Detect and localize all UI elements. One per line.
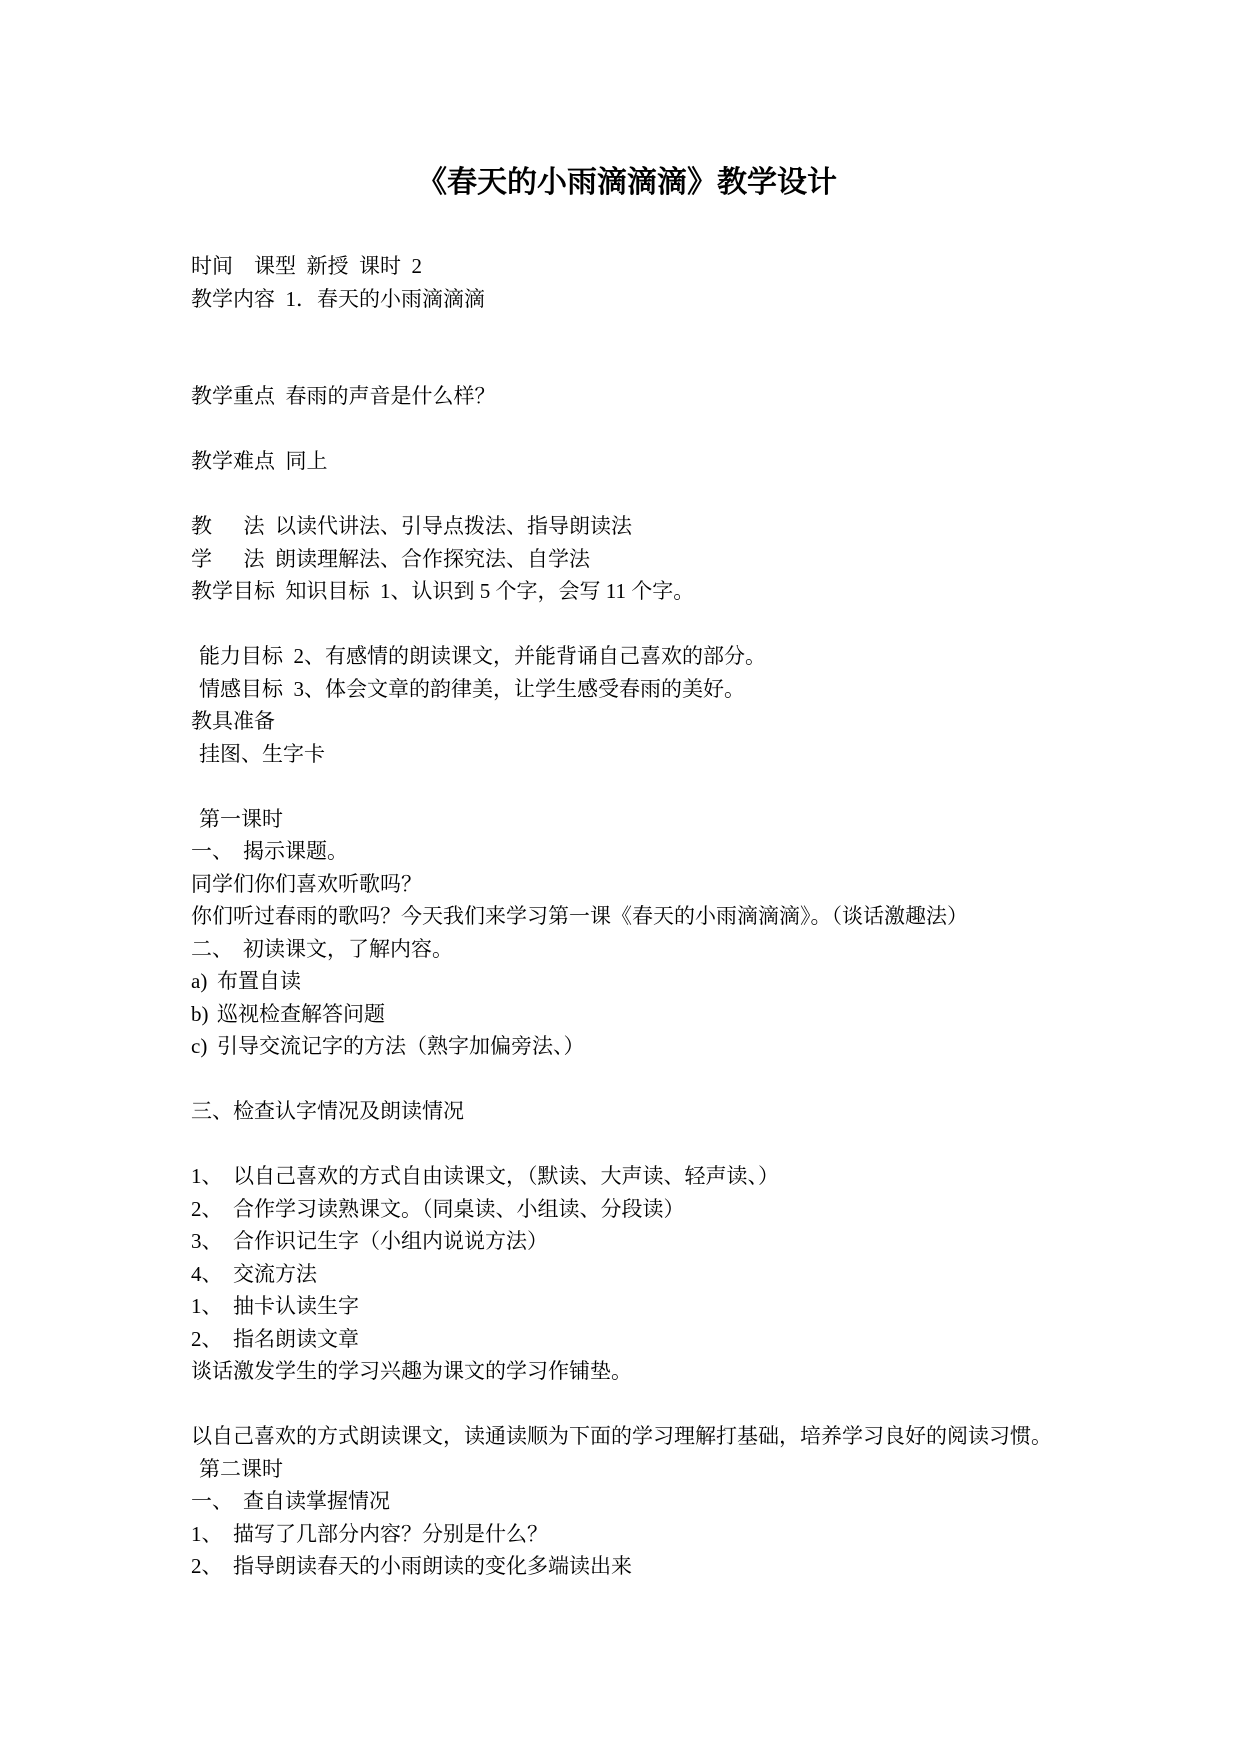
list-text: 交流方法	[233, 1261, 317, 1286]
activity-item	[191, 1193, 1191, 1226]
list-text: 指名朗读文章	[233, 1326, 359, 1351]
list-marker: a)	[191, 969, 208, 993]
list-text: 以自己喜欢的方式自由读课文，（默读、大声读、轻声读、）	[233, 1164, 779, 1188]
list-text: 布置自读	[217, 969, 301, 993]
list-marker: 2、	[191, 1326, 223, 1351]
lesson1-note-2: 以自己喜欢的方式朗读课文，读通读顺为下面的学习理解打基础，培养学习良好的阅读习惯。	[191, 1424, 1052, 1448]
goal-knowledge-line: 教学目标 知识目标 1、认识到 5 个字，会写 11 个字。	[191, 579, 695, 603]
list-marker: 1、	[191, 1164, 223, 1188]
difficulty-line: 教学难点 同上	[191, 449, 328, 473]
lesson1-step-2	[191, 933, 1191, 966]
list-text: 描写了几部分内容？分别是什么？	[233, 1521, 548, 1546]
lesson1-sub-step-b	[191, 998, 1191, 1031]
lesson1-question-2: 你们听过春雨的歌吗？今天我们来学习第一课《春天的小雨滴滴滴》。（谈话激趣法）	[191, 904, 968, 928]
key-point-line: 教学重点 春雨的声音是什么样？	[191, 384, 496, 408]
activity-item	[191, 1258, 1191, 1291]
list-marker: 二、	[191, 936, 233, 961]
list-marker: 一、	[191, 839, 233, 863]
lesson2-item	[191, 1550, 1191, 1583]
lesson1-question-1: 同学们你们喜欢听歌吗？	[191, 871, 422, 896]
list-marker: 2、	[191, 1554, 223, 1578]
content-line: 教学内容 1．春天的小雨滴滴滴	[191, 286, 485, 311]
lesson2-item	[191, 1518, 1191, 1551]
lesson1-sub-step-c	[191, 1030, 1191, 1063]
teaching-method-line: 教 法 以读代讲法、引导点拨法、指导朗读法	[191, 514, 632, 538]
activity-item	[191, 1160, 1191, 1193]
list-text: 合作识记生字（小组内说说方法）	[233, 1229, 548, 1253]
list-marker: 一、	[191, 1489, 233, 1513]
lesson2-step-1	[191, 1485, 1191, 1518]
materials-label: 教具准备	[191, 709, 275, 733]
list-marker: 3、	[191, 1229, 223, 1253]
list-marker: 1、	[191, 1294, 223, 1318]
lesson1-step-3: 三、检查认字情况及朗读情况	[191, 1099, 464, 1123]
list-text: 揭示课题。	[243, 839, 348, 863]
activity-item	[191, 1323, 1191, 1356]
learning-method-line: 学 法 朗读理解法、合作探究法、自学法	[191, 546, 590, 571]
lesson1-heading: 第一课时	[199, 806, 283, 831]
activity-item	[191, 1225, 1191, 1258]
lesson1-step-1	[191, 835, 1191, 868]
document-body	[191, 250, 1191, 1583]
materials-line: 挂图、生字卡	[199, 741, 325, 766]
goal-emotion-line: 情感目标 3、体会文章的韵律美，让学生感受春雨的美好。	[199, 676, 745, 701]
list-text: 引导交流记字的方法（熟字加偏旁法、）	[217, 1034, 585, 1058]
lesson2-heading: 第二课时	[199, 1456, 283, 1481]
lesson1-sub-step-a	[191, 965, 1191, 998]
activity-item	[191, 1290, 1191, 1323]
meta-line: 时间 课型 新授 课时 2	[191, 254, 422, 278]
list-marker: 2、	[191, 1196, 223, 1221]
lesson1-note-1: 谈话激发学生的学习兴趣为课文的学习作铺垫。	[191, 1359, 632, 1383]
list-text: 指导朗读春天的小雨朗读的变化多端读出来	[233, 1554, 632, 1578]
list-text: 合作学习读熟课文。（同桌读、小组读、分段读）	[233, 1196, 685, 1221]
list-marker: 1、	[191, 1521, 223, 1546]
list-text: 抽卡认读生字	[233, 1294, 359, 1318]
list-marker: b)	[191, 1001, 209, 1026]
list-marker: 4、	[191, 1261, 223, 1286]
list-text: 巡视检查解答问题	[217, 1001, 385, 1026]
list-marker: c)	[191, 1034, 208, 1058]
list-text: 初读课文，了解内容。	[243, 936, 453, 961]
list-text: 查自读掌握情况	[243, 1489, 390, 1513]
page-title: 《春天的小雨滴滴滴》教学设计	[417, 166, 837, 199]
goal-ability-line: 能力目标 2、有感情的朗读课文，并能背诵自己喜欢的部分。	[199, 644, 766, 668]
